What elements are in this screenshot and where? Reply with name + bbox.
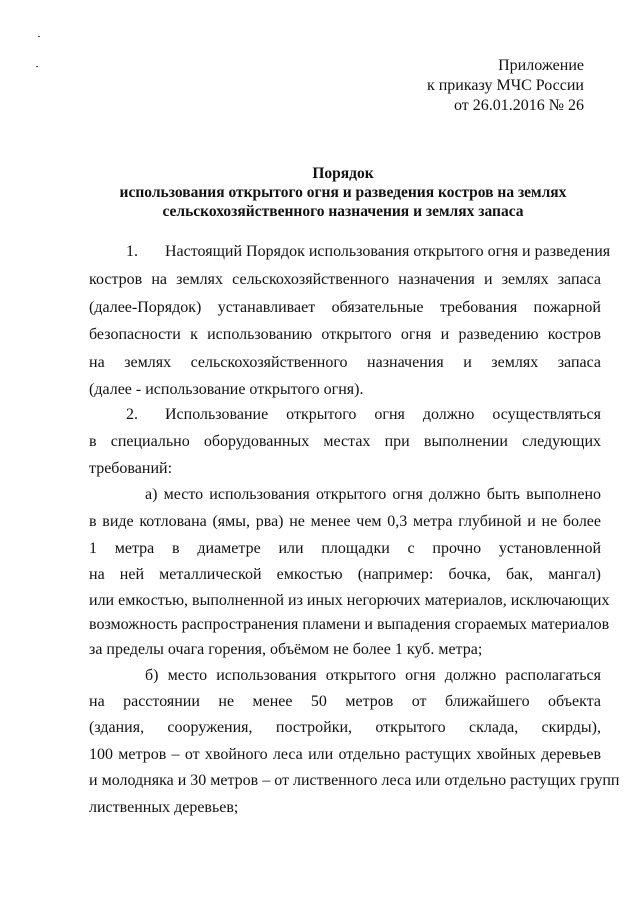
paragraph-line: требований: bbox=[89, 460, 173, 477]
paragraph-line: а) место использования открытого огня должно быть выполнено bbox=[145, 486, 601, 503]
document-title bbox=[86, 164, 600, 221]
paragraph-line: Настоящий Порядок использования открытого огня и разведения bbox=[165, 243, 611, 260]
paragraph-line: (далее-Порядок) устанавливает обязательные требования пожарной bbox=[89, 299, 601, 316]
paragraph-line: на расстоянии не менее 50 метров от ближайшего объекта bbox=[89, 693, 601, 710]
paragraph-line: или емкостью, выполненной из иных негорючих материалов, исключающих bbox=[89, 592, 610, 609]
appendix-order-date: от 26.01.2016 № 26 bbox=[453, 97, 584, 114]
paragraph-line: за пределы очага горения, объёмом не более 1 куб. метра; bbox=[89, 641, 483, 658]
paragraph-line: возможность распространения пламени и выпадения сгораемых материалов bbox=[89, 616, 610, 633]
appendix-order-ref: к приказу МЧС России bbox=[426, 77, 584, 94]
paragraph-line: 100 метров – от хвойного леса или отдельно растущих хвойных деревьев bbox=[89, 746, 601, 763]
paragraph-line: (далее - использование открытого огня). bbox=[89, 381, 364, 398]
paragraph-line: 1 метра в диаметре или площадки с прочно установленной bbox=[89, 540, 601, 557]
paragraph-line: в виде котлована (ямы, рва) не менее чем 0,3 метра глубиной и не более bbox=[89, 513, 601, 530]
appendix-header bbox=[427, 56, 584, 116]
title-line: использования открытого огня и разведения костров на землях bbox=[119, 184, 567, 201]
paragraph-number: 1. bbox=[126, 243, 138, 260]
paragraph-line: Использование открытого огня должно осуществляться bbox=[165, 406, 601, 423]
title-line: Порядок bbox=[312, 165, 374, 182]
scan-speck bbox=[38, 36, 40, 37]
paragraph-line: лиственных деревьев; bbox=[89, 799, 239, 816]
appendix-label: Приложение bbox=[498, 57, 584, 74]
paragraph-line: костров на землях сельскохозяйственного назначения и землях запаса bbox=[89, 271, 601, 288]
title-line: сельскохозяйственного назначения и землях запаса bbox=[162, 203, 524, 220]
scan-speck bbox=[36, 66, 38, 67]
paragraph-line: и молодняка и 30 метров – от лиственного леса или отдельно растущих групп bbox=[89, 772, 620, 789]
paragraph-line: (здания, сооружения, постройки, открытого склада, скирды), bbox=[89, 719, 601, 736]
paragraph-line: безопасности к использованию открытого огня и разведению костров bbox=[89, 326, 601, 343]
paragraph-line: на ней металлической емкостью (например: бочка, бак, мангал) bbox=[89, 566, 601, 583]
paragraph-line: на землях сельскохозяйственного назначения и землях запаса bbox=[89, 354, 601, 371]
paragraph-line: в специально оборудованных местах при выполнении следующих bbox=[89, 433, 601, 450]
paragraph-number: 2. bbox=[126, 406, 138, 423]
paragraph-line: б) место использования открытого огня должно располагаться bbox=[145, 667, 601, 684]
